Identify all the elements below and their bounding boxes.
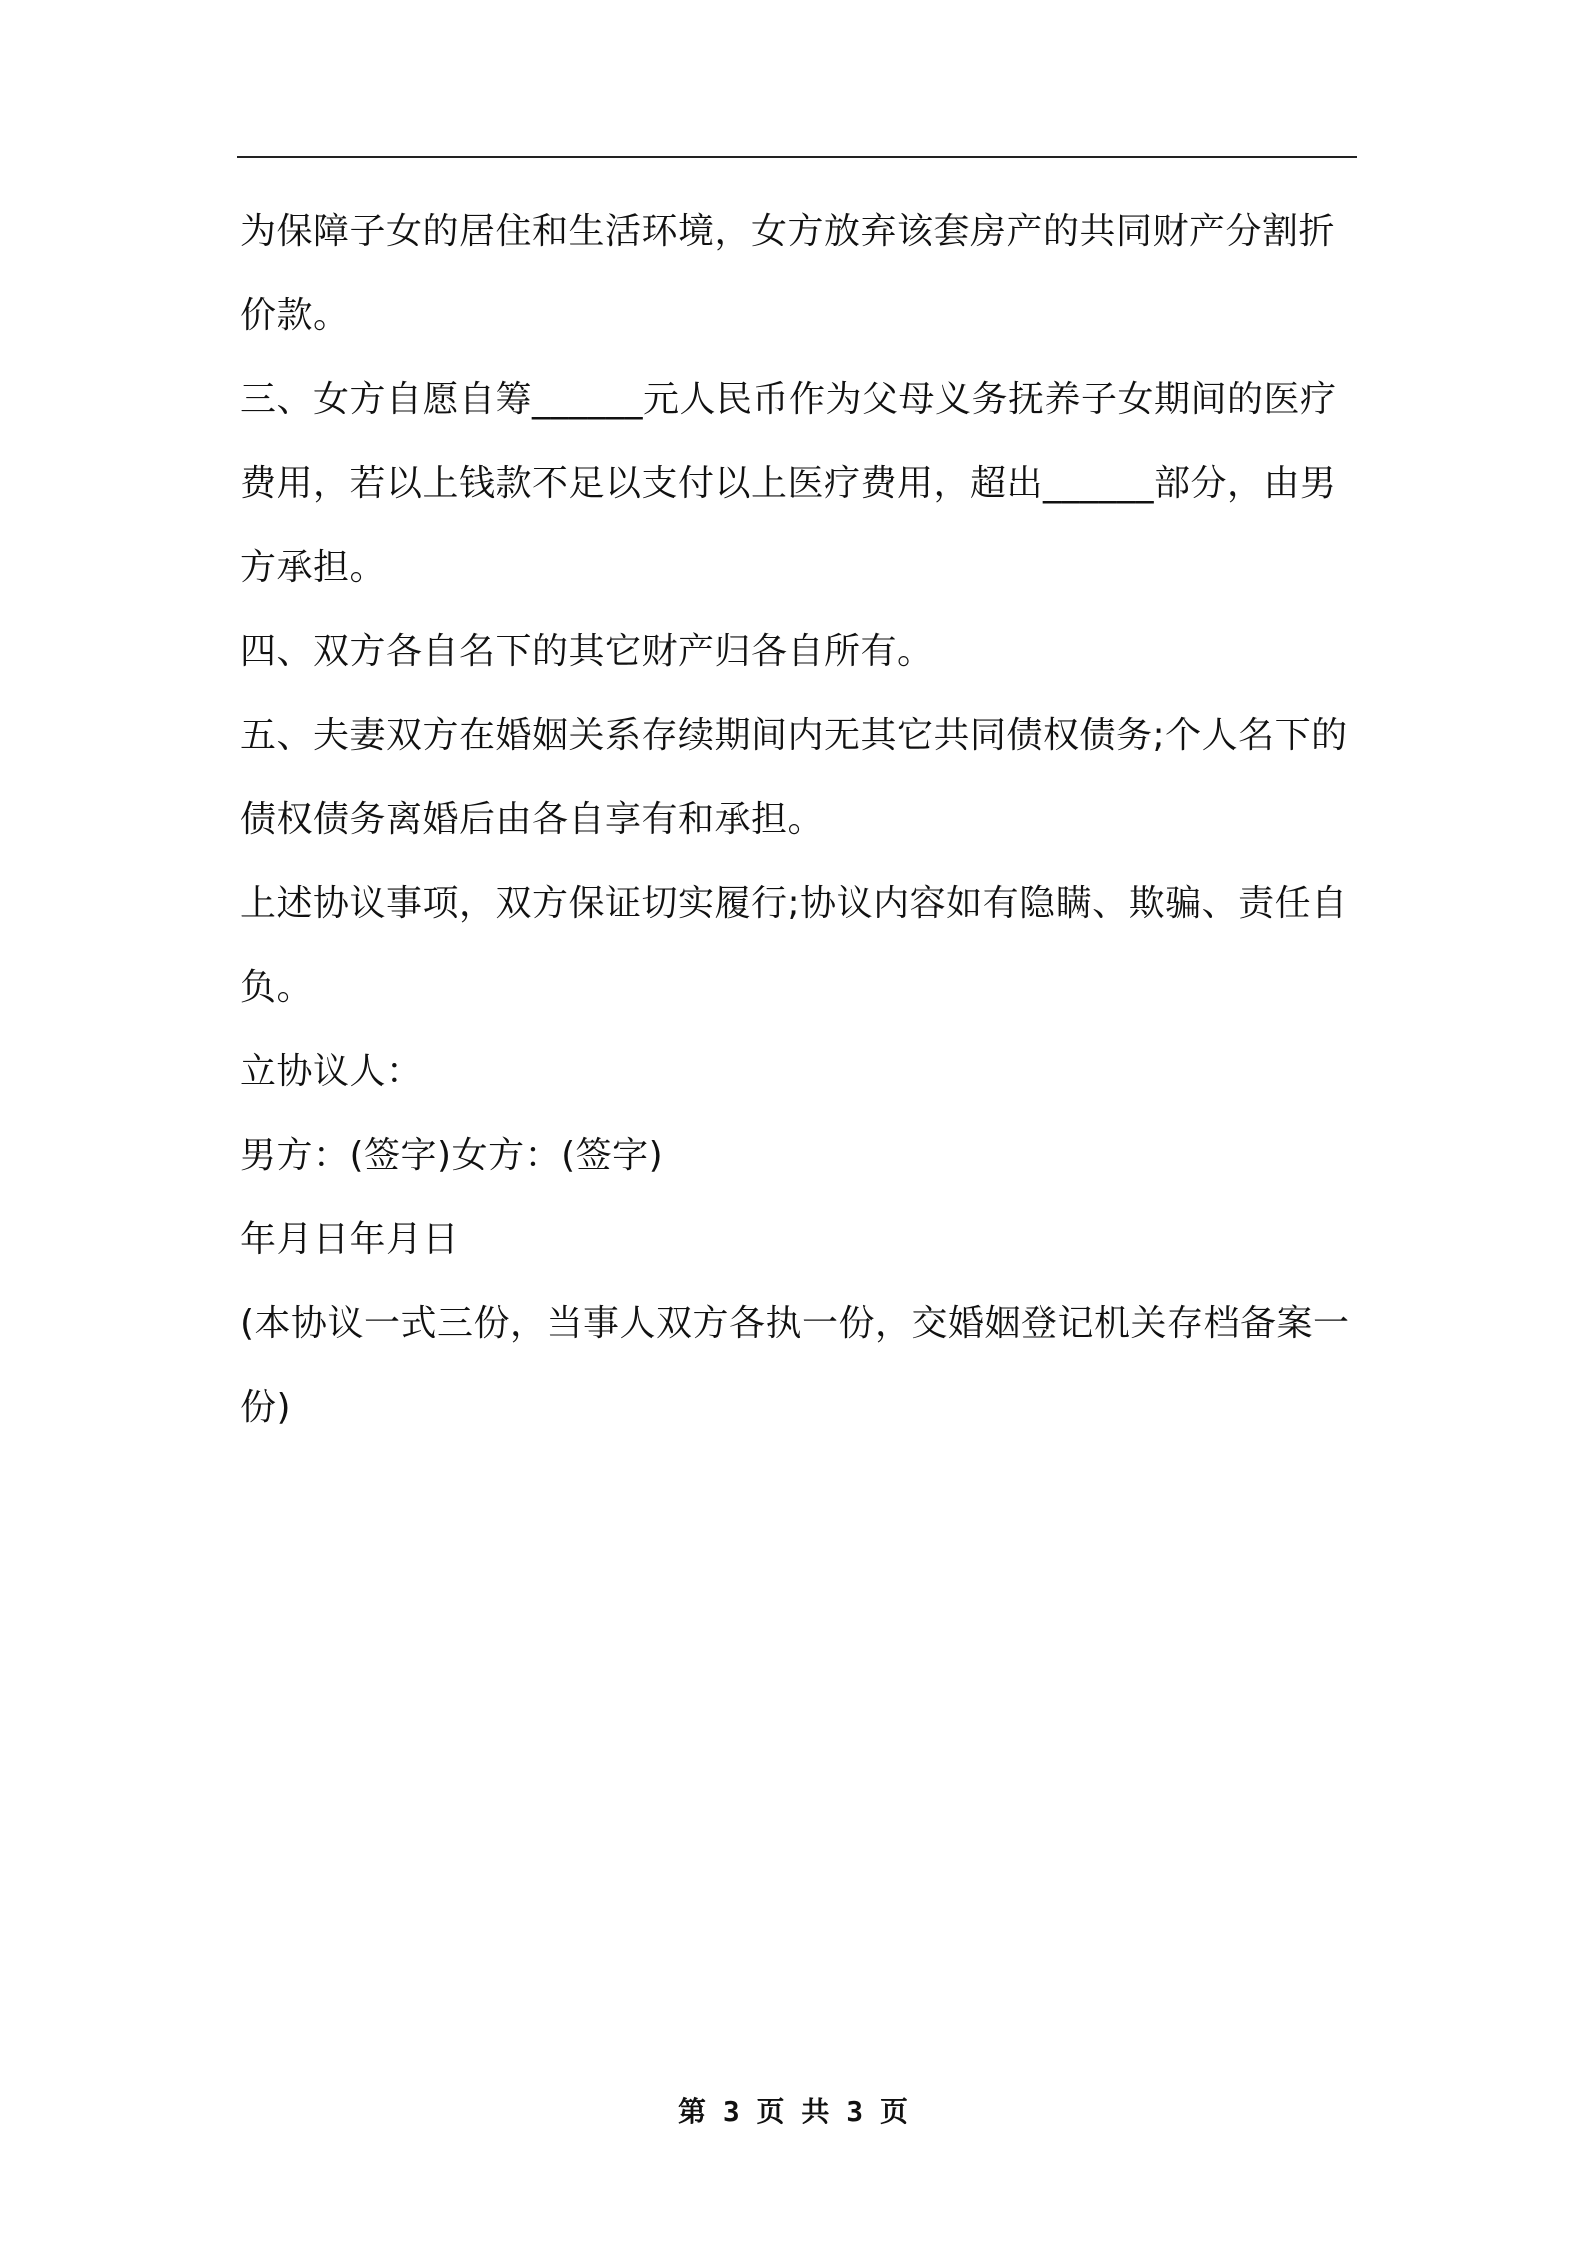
paragraph-signatures: 男方：(签字)女方：(签字) [240, 1135, 664, 1176]
paragraph-dates: 年月日年月日 [240, 1219, 460, 1260]
paragraph-signatories-label: 立协议人： [240, 1051, 423, 1092]
paragraph-clause-4-property: 四、双方各自名下的其它财产归各自所有。 [240, 631, 934, 672]
paragraph-copies-note: (本协议一式三份，当事人双方各执一份，交婚姻登记机关存档备案一份) [240, 1303, 1350, 1428]
paragraph-clause-5-debts: 五、夫妻双方在婚姻关系存续期间内无其它共同债权债务;个人名下的债权债务离婚后由各自享有和承担。 [240, 715, 1348, 840]
document-body [240, 190, 1360, 1450]
page-number-footer: 第 3 页 共 3 页 [677, 2095, 908, 2128]
paragraph-property-waiver: 为保障子女的居住和生活环境，女方放弃该套房产的共同财产分割折价款。 [240, 211, 1336, 336]
paragraph-guarantee: 上述协议事项，双方保证切实履行;协议内容如有隐瞒、欺骗、责任自负。 [240, 883, 1348, 1008]
paragraph-clause-3-medical-fees: 三、女方自愿自筹______元人民币作为父母义务抚养子女期间的医疗费用，若以上钱款不足以支付以上医疗费用，超出______部分，由男方承担。 [240, 379, 1337, 588]
header-divider [237, 156, 1357, 158]
